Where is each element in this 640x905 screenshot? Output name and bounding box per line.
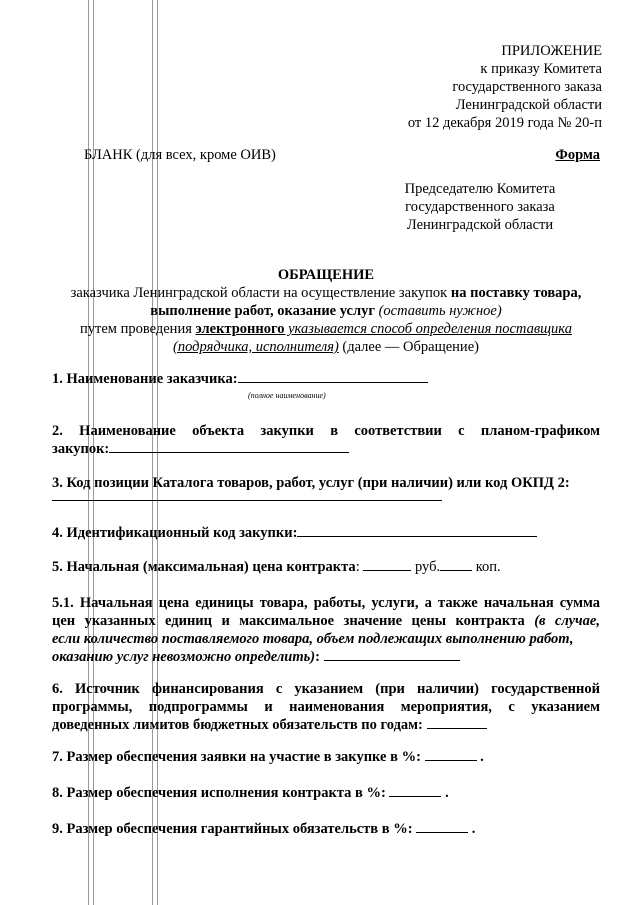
item-4-label: 4. Идентификационный код закупки:: [52, 525, 298, 541]
item-5-1-line: оказанию услуг невозможно определить): [52, 649, 316, 665]
intro-text: путем проведения: [80, 321, 196, 337]
item-9: [52, 820, 600, 838]
item-5-1-line: 5.1. Начальная цена единицы товара, работы, услуги, а также начальная сумма: [52, 595, 600, 611]
intro-text: указывается способ определения поставщика: [284, 321, 572, 337]
appendix-header: [408, 42, 602, 132]
header-line: ПРИЛОЖЕНИЕ: [501, 43, 602, 59]
item-9-dot: .: [471, 821, 476, 837]
item-1-label: 1. Наименование заказчика:: [52, 371, 238, 387]
header-line: от 12 декабря 2019 года № 20-п: [407, 115, 602, 131]
intro-text: выполнение работ, оказание услуг: [150, 303, 375, 319]
item-2-label: закупок:: [52, 441, 110, 457]
item-5-1-colon: :: [315, 649, 320, 665]
item-5-1-field[interactable]: [324, 648, 460, 661]
header-line: Ленинградской области: [455, 97, 602, 113]
item-3-field[interactable]: [52, 488, 442, 501]
item-2: [52, 422, 600, 458]
addressee-line: Председателю Комитета: [404, 181, 556, 197]
header-line: к приказу Комитета: [480, 61, 602, 77]
item-7-dot: .: [480, 749, 484, 765]
item-5-rub-field[interactable]: [363, 558, 411, 571]
item-8: [52, 784, 600, 802]
item-9-field[interactable]: [416, 820, 468, 833]
item-6: [52, 680, 600, 734]
item-9-label: 9. Размер обеспечения гарантийных обязательств в %:: [52, 821, 413, 837]
item-6-line: доведенных лимитов бюджетных обязательств по годам:: [52, 717, 423, 733]
item-4-field[interactable]: [297, 524, 537, 537]
addressee-line: государственного заказа: [405, 199, 555, 215]
item-2-field[interactable]: [109, 440, 349, 453]
item-2-line: 2. Наименование объекта закупки в соответствии с планом-графиком: [52, 423, 600, 439]
intro-text: (подрядчика, исполнителя): [173, 339, 339, 355]
item-5: [52, 558, 600, 576]
blank-label: БЛАНК (для всех, кроме ОИВ): [84, 147, 276, 163]
item-5-rub: руб.: [414, 559, 441, 575]
addressee: [360, 180, 600, 234]
item-8-dot: .: [445, 785, 449, 801]
item-5-1-line: если количество поставляемого товара, объем подлежащих выполнению работ,: [52, 631, 574, 647]
item-7: [52, 748, 600, 766]
intro-text: электронного: [195, 321, 285, 337]
intro-text: (далее — Обращение): [338, 339, 479, 355]
item-1-hint: (полное наименование): [248, 391, 326, 400]
item-1: [52, 370, 600, 388]
intro-text: на поставку товара,: [450, 285, 582, 301]
item-5-1-line: (в случае,: [524, 613, 600, 629]
header-line: государственного заказа: [452, 79, 602, 95]
intro-paragraph: [30, 284, 622, 356]
item-5-kop: коп.: [475, 559, 501, 575]
document-title: ОБРАЩЕНИЕ: [277, 267, 375, 283]
item-8-field[interactable]: [389, 784, 441, 797]
intro-text: (оставить нужное): [374, 303, 502, 319]
item-7-field[interactable]: [425, 748, 477, 761]
item-3: [52, 474, 600, 506]
item-6-line: программы, подпрограммы и наименования мероприятия, с указанием: [52, 699, 600, 715]
item-1-field[interactable]: [238, 370, 428, 383]
item-5-colon: :: [355, 559, 360, 575]
intro-text: заказчика Ленинградской области на осуществление закупок: [70, 285, 451, 301]
item-3-label: 3. Код позиции Каталога товаров, работ, услуг (при наличии) или код ОКПД 2:: [52, 475, 570, 491]
item-8-label: 8. Размер обеспечения исполнения контракта в %:: [52, 785, 386, 801]
addressee-line: Ленинградской области: [406, 217, 554, 233]
form-label: Форма: [555, 147, 600, 163]
item-4: [52, 524, 600, 542]
item-5-1: [52, 594, 600, 666]
item-5-1-line: цен указанных единиц и максимальное значение цены контракта: [52, 613, 525, 629]
item-7-label: 7. Размер обеспечения заявки на участие в закупке в %:: [52, 749, 421, 765]
item-5-label: 5. Начальная (максимальная) цена контракта: [52, 559, 356, 575]
item-5-kop-field[interactable]: [440, 558, 472, 571]
item-6-field[interactable]: [427, 716, 487, 729]
item-6-line: 6. Источник финансирования с указанием (при наличии) государственной: [52, 681, 600, 697]
